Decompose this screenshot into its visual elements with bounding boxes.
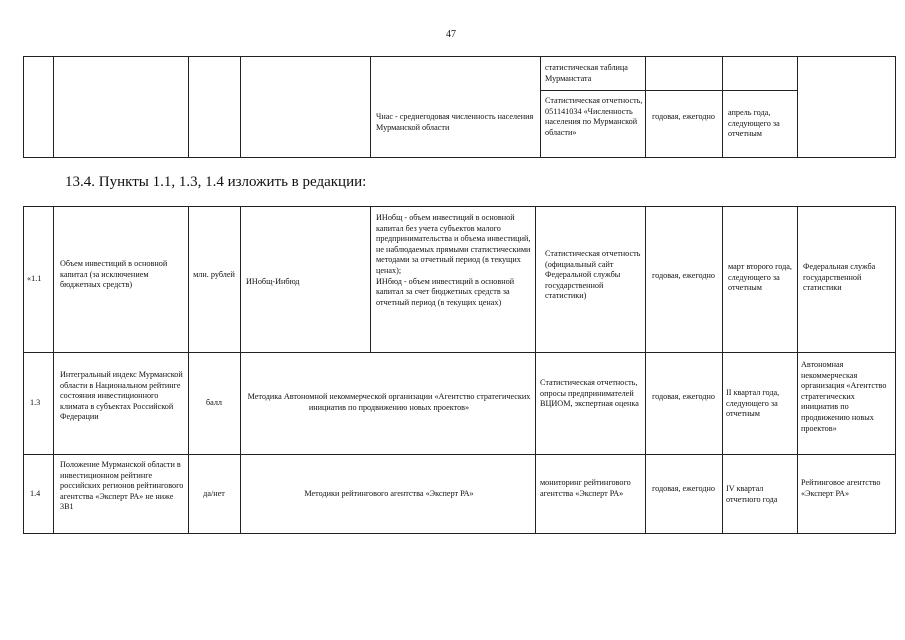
row-1-1-unit: млн. рублей bbox=[193, 270, 235, 279]
table-border bbox=[645, 56, 646, 158]
table-border bbox=[23, 56, 896, 57]
table-border bbox=[240, 56, 241, 158]
row-1-3-name: Интегральный индекс Мурманской области в Национальном рейтинге состояния инвестиционного климата в субъектах Российской Федерации bbox=[60, 370, 183, 422]
table-border bbox=[895, 56, 896, 158]
table-border bbox=[645, 206, 646, 534]
section-heading: 13.4. Пункты 1.1, 1.3, 1.4 изложить в редакции: bbox=[65, 174, 367, 190]
top-indicator: Чнас - среднегодовая численность населения Мурманской области bbox=[376, 112, 534, 132]
table-border bbox=[23, 206, 24, 534]
top-source-2: Статистическая отчетность, 051141034 «Численность населения по Мурманской области» bbox=[545, 96, 643, 137]
table-border bbox=[797, 206, 798, 534]
table-border bbox=[540, 56, 541, 158]
row-1-1-num: «1.1 bbox=[27, 274, 42, 283]
row-1-4-source: мониторинг рейтингового агентства «Эксперт РА» bbox=[540, 478, 631, 498]
table-border bbox=[535, 206, 536, 534]
row-1-1-source: Статистическая отчетность (официальный сайт Федеральной службы государственной статистики) bbox=[545, 249, 641, 301]
row-1-3-source: Статистическая отчетность, опросы предпринимателей ВЦИОМ, экспертная оценка bbox=[540, 378, 639, 409]
row-1-4-deadline: IV квартал отчетного года bbox=[726, 484, 778, 504]
table-border bbox=[370, 56, 371, 158]
table-border bbox=[23, 352, 896, 353]
table-border bbox=[188, 56, 189, 158]
row-1-4-responsible: Рейтинговое агентство «Эксперт РА» bbox=[801, 478, 881, 498]
row-1-1-responsible: Федеральная служба государственной статистики bbox=[803, 262, 876, 293]
top-deadline: апрель года, следующего за отчетным bbox=[728, 108, 780, 139]
row-1-3-deadline: II квартал года, следующего за отчетным bbox=[726, 388, 780, 419]
table-border bbox=[370, 206, 371, 353]
row-1-3-method: Методика Автономной некоммерческой организации «Агентство стратегических инициатив по продвижению новых проектов» bbox=[247, 392, 531, 412]
page-number: 47 bbox=[446, 29, 456, 40]
row-1-4-periodicity: годовая, ежегодно bbox=[652, 484, 715, 493]
table-border bbox=[23, 157, 896, 158]
table-border bbox=[188, 206, 189, 534]
row-1-3-num: 1.3 bbox=[30, 398, 41, 407]
row-1-3-periodicity: годовая, ежегодно bbox=[652, 392, 715, 401]
top-periodicity: годовая, ежегодно bbox=[652, 112, 715, 121]
row-1-4-num: 1.4 bbox=[30, 489, 41, 498]
row-1-4-name: Положение Мурманской области в инвестиционном рейтинге российских регионов рейтингового агентства «Эксперт РА» не ниже 3В1 bbox=[60, 460, 184, 512]
row-1-1-name: Объем инвестиций в основной капитал (за исключением бюджетных средств) bbox=[60, 259, 168, 290]
row-1-4-unit: да/нет bbox=[203, 489, 225, 498]
table-border bbox=[53, 56, 54, 158]
table-border bbox=[722, 56, 723, 158]
row-1-3-responsible: Автономная некоммерческая организация «Агентство стратегических инициатив по продвижению новых проектов» bbox=[801, 360, 887, 433]
table-border bbox=[23, 533, 896, 534]
table-border bbox=[895, 206, 896, 534]
row-1-1-periodicity: годовая, ежегодно bbox=[652, 271, 715, 280]
table-border bbox=[23, 206, 896, 207]
table-border bbox=[53, 206, 54, 534]
table-border bbox=[23, 56, 24, 158]
table-border bbox=[722, 206, 723, 534]
top-source-1: статистическая таблица Мурманстата bbox=[545, 63, 628, 83]
row-1-3-unit: балл bbox=[205, 398, 223, 407]
table-border bbox=[797, 56, 798, 158]
table-border bbox=[240, 206, 241, 534]
row-1-1-definition: ИНобщ - объем инвестиций в основной капитал без учета субъектов малого предпринимательства и объема инвестиций, не наблюдаемых прямыми статистическими методами за отчетный период (в текущих ценах); ИНбюд - объем инвестиций в основной капитал за счет бюджетных средств за отчетный период (в текущих ценах) bbox=[376, 213, 531, 307]
table-border bbox=[540, 90, 798, 91]
row-1-1-formula: ИНобщ-Инбюд bbox=[246, 277, 300, 286]
row-1-4-method: Методики рейтингового агентства «Эксперт РА» bbox=[304, 489, 474, 498]
table-border bbox=[23, 454, 896, 455]
row-1-1-deadline: март второго года, следующего за отчетным bbox=[728, 262, 792, 293]
